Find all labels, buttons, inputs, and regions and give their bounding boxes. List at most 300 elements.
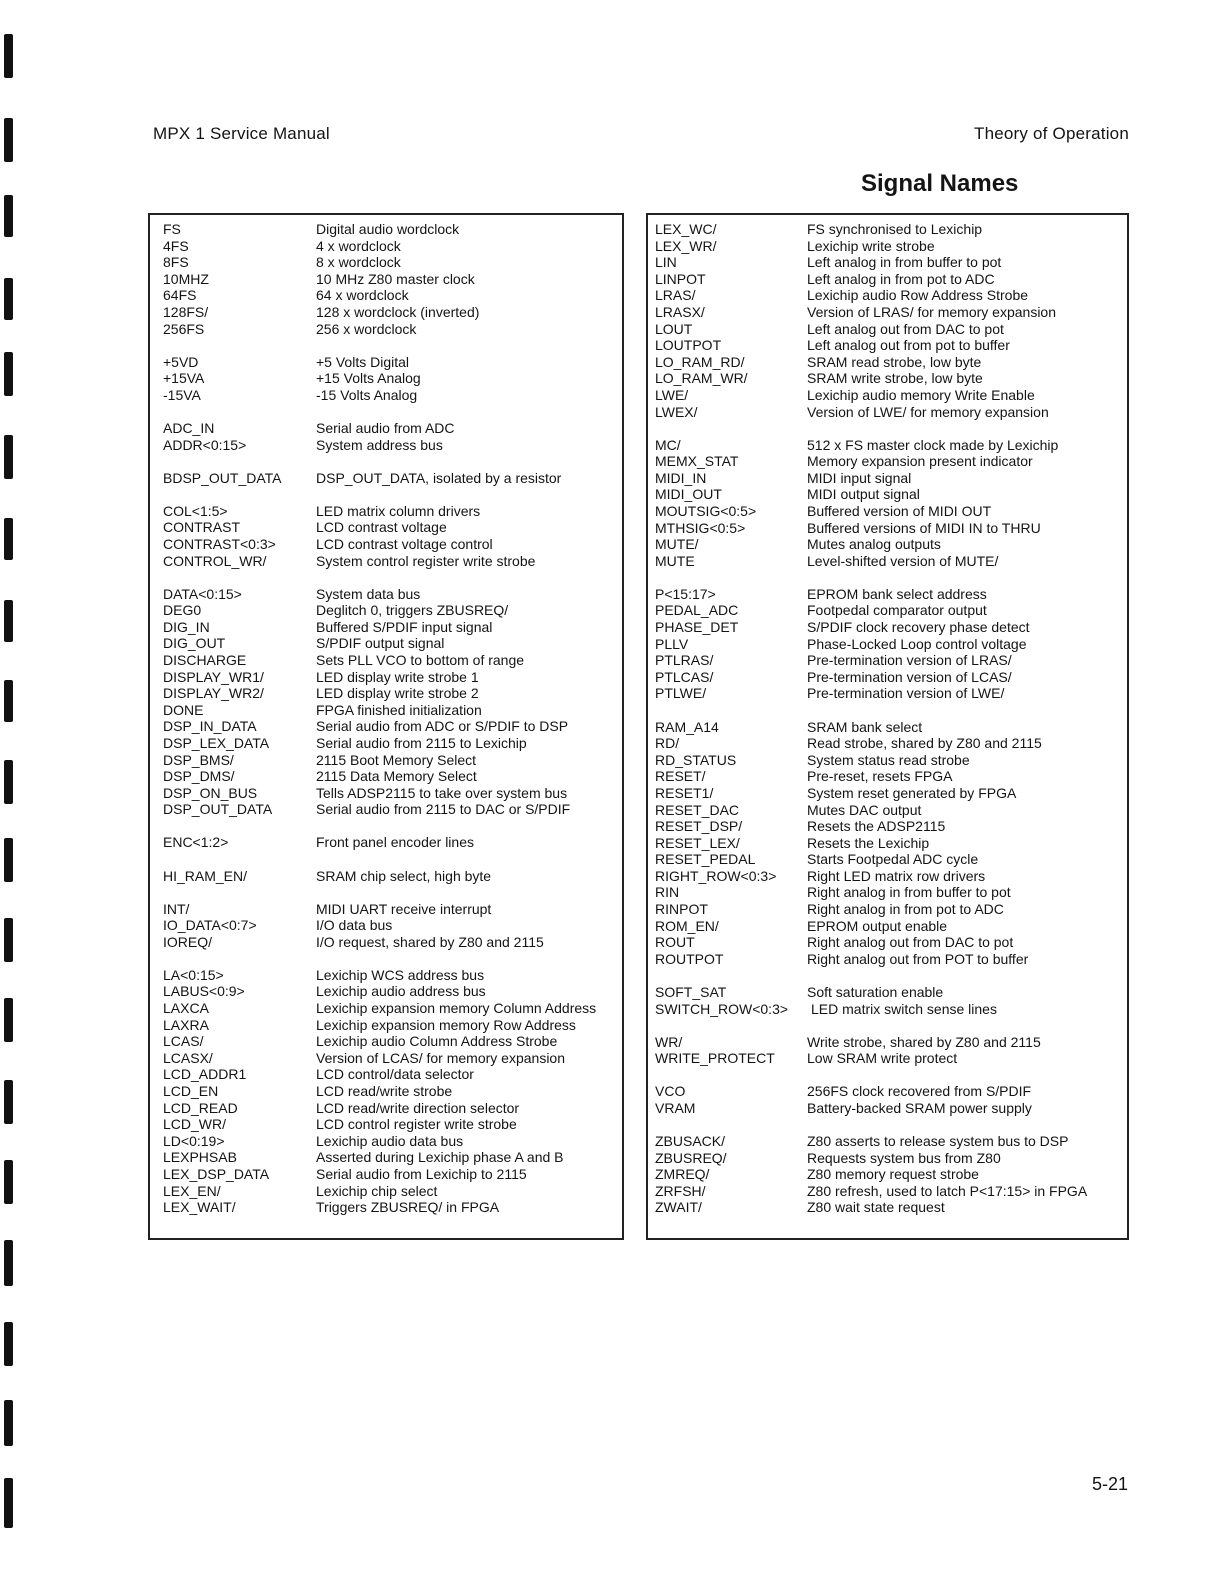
- signal-name: LINPOT: [655, 270, 706, 287]
- signal-row: [648, 802, 1127, 819]
- signal-row: [648, 652, 1127, 669]
- signal-row: [648, 321, 1127, 338]
- signal-row: [150, 1199, 622, 1216]
- signal-row: [150, 271, 622, 288]
- signal-name: LO_RAM_RD/: [655, 353, 745, 370]
- signal-name: HI_RAM_EN/: [163, 867, 248, 884]
- signal-row: [150, 1066, 622, 1083]
- signal-row: [150, 1116, 622, 1133]
- signal-description: S/PDIF clock recovery phase detect: [807, 619, 1030, 636]
- signal-description: Lexichip audio address bus: [316, 983, 486, 1000]
- signal-row: [150, 934, 622, 951]
- signal-row: [648, 271, 1127, 288]
- signal-row: [648, 370, 1127, 387]
- signal-group: [648, 221, 1127, 420]
- signal-description: Pre-reset, resets FPGA: [807, 768, 953, 785]
- signal-description: LCD contrast voltage control: [316, 535, 493, 552]
- signal-description: Left analog in from pot to ADC: [807, 270, 995, 287]
- signal-row: [648, 1050, 1127, 1067]
- signal-name: DEG0: [163, 602, 202, 619]
- signal-row: [150, 1183, 622, 1200]
- signal-name: LEX_EN/: [163, 1182, 221, 1199]
- signal-row: [648, 354, 1127, 371]
- signal-row: [150, 868, 622, 885]
- signal-description: Resets the ADSP2115: [807, 818, 946, 835]
- signal-description: Z80 refresh, used to latch P<17:15> in FPGA: [807, 1182, 1088, 1199]
- signal-row: [150, 1050, 622, 1067]
- signal-row: [648, 254, 1127, 271]
- signal-name: RD/: [655, 735, 680, 752]
- signal-row: [648, 586, 1127, 603]
- signal-description: SRAM chip select, high byte: [316, 867, 492, 884]
- signal-name: DIG_IN: [163, 618, 210, 635]
- signal-name: LWE/: [655, 386, 689, 403]
- signal-description: 128 x wordclock (inverted): [316, 303, 480, 320]
- signal-row: [648, 984, 1127, 1001]
- signal-row: [150, 752, 622, 769]
- signal-description: Starts Footpedal ADC cycle: [807, 851, 979, 868]
- signal-row: [150, 1133, 622, 1150]
- signal-description: +5 Volts Digital: [316, 353, 409, 370]
- signal-row: [150, 619, 622, 636]
- signal-name: LWEX/: [655, 403, 698, 420]
- signal-description: 256FS clock recovered from S/PDIF: [807, 1083, 1032, 1100]
- signal-description: DSP_OUT_DATA, isolated by a resistor: [316, 469, 562, 486]
- signal-description: SRAM write strobe, low byte: [807, 370, 983, 387]
- signal-name: RIGHT_ROW<0:3>: [655, 867, 777, 884]
- signal-row: [150, 735, 622, 752]
- signal-description: SRAM bank select: [807, 718, 923, 735]
- signal-name: RESET/: [655, 768, 706, 785]
- signal-name: VRAM: [655, 1099, 696, 1116]
- binder-mark: [4, 518, 13, 560]
- signal-row: [648, 602, 1127, 619]
- signal-name: P<15:17>: [655, 585, 716, 602]
- signal-group: [150, 503, 622, 569]
- signal-description: Z80 memory request strobe: [807, 1166, 979, 1183]
- signal-row: [150, 238, 622, 255]
- binder-mark: [4, 352, 13, 396]
- signal-name: PTLRAS/: [655, 652, 714, 669]
- signal-name: CONTROL_WR/: [163, 552, 267, 569]
- signal-name: ROUT: [655, 934, 695, 951]
- signal-row: [648, 238, 1127, 255]
- signal-description: Lexichip audio Column Address Strobe: [316, 1033, 558, 1050]
- signal-description: Pre-termination version of LRAS/: [807, 652, 1012, 669]
- signal-row: [648, 685, 1127, 702]
- signal-description: 8 x wordclock: [316, 254, 401, 271]
- signal-name: 10MHZ: [163, 270, 209, 287]
- signal-name: LCD_ADDR1: [163, 1066, 247, 1083]
- signal-name: LOUTPOT: [655, 337, 722, 354]
- signal-description: Lexichip audio data bus: [316, 1132, 464, 1149]
- signal-description: Pre-termination version of LWE/: [807, 685, 1005, 702]
- signal-row: [648, 934, 1127, 951]
- signal-description: Buffered version of MIDI OUT: [807, 503, 992, 519]
- signal-row: [648, 901, 1127, 918]
- signal-description: Serial audio from ADC: [316, 419, 455, 436]
- signal-name: CONTRAST: [163, 519, 240, 536]
- signal-description: I/O request, shared by Z80 and 2115: [316, 933, 544, 950]
- signal-description: 2115 Data Memory Select: [316, 768, 477, 785]
- signal-name: FS: [163, 221, 181, 237]
- signal-description: System address bus: [316, 436, 443, 453]
- signal-name: -15VA: [163, 386, 201, 403]
- signal-row: [648, 1133, 1127, 1150]
- signal-row: [648, 768, 1127, 785]
- signal-row: [648, 752, 1127, 769]
- signal-name: IOREQ/: [163, 933, 213, 950]
- signal-row: [150, 1017, 622, 1034]
- signal-description: LCD control register write strobe: [316, 1116, 517, 1133]
- signal-description: 2115 Boot Memory Select: [316, 751, 477, 768]
- signal-description: Buffered versions of MIDI IN to THRU: [807, 519, 1041, 536]
- signal-row: [150, 503, 622, 520]
- signal-name: PLLV: [655, 635, 689, 652]
- signal-name: ENC<1:2>: [163, 834, 229, 851]
- binder-mark: [4, 1240, 13, 1286]
- signal-name: LEX_WR/: [655, 237, 717, 254]
- binder-mark: [4, 998, 13, 1042]
- signal-description: MIDI UART receive interrupt: [316, 900, 492, 917]
- signal-row: [648, 503, 1127, 520]
- signal-row: [648, 553, 1127, 570]
- signal-description: Asserted during Lexichip phase A and B: [316, 1149, 564, 1166]
- signal-name: DISPLAY_WR1/: [163, 668, 264, 685]
- signal-row: [648, 735, 1127, 752]
- signal-description: 256 x wordclock: [316, 320, 417, 337]
- signal-row: [150, 1149, 622, 1166]
- signal-name: IO_DATA<0:7>: [163, 917, 257, 934]
- signal-description: Left analog in from buffer to pot: [807, 254, 1002, 271]
- signal-description: Lexichip audio memory Write Enable: [807, 386, 1035, 403]
- signal-row: [150, 287, 622, 304]
- signal-name: INT/: [163, 900, 190, 917]
- signal-description: System control register write strobe: [316, 552, 536, 569]
- signal-name: CONTRAST<0:3>: [163, 535, 276, 552]
- signal-description: Lexichip write strobe: [807, 237, 935, 254]
- signal-row: [648, 1083, 1127, 1100]
- signal-name: ROM_EN/: [655, 917, 719, 934]
- signal-description: Deglitch 0, triggers ZBUSREQ/: [316, 602, 509, 619]
- signal-name: COL<1:5>: [163, 502, 228, 519]
- signal-table-left: [148, 213, 624, 1240]
- signal-row: [648, 719, 1127, 736]
- signal-row: [648, 1199, 1127, 1216]
- signal-group: [150, 901, 622, 951]
- signal-name: MTHSIG<0:5>: [655, 519, 746, 536]
- signal-row: [150, 768, 622, 785]
- signal-name: MIDI_OUT: [655, 486, 722, 503]
- signal-description: LCD control/data selector: [316, 1066, 474, 1083]
- signal-name: DISCHARGE: [163, 651, 247, 668]
- signal-description: Lexichip expansion memory Column Address: [316, 1000, 597, 1017]
- signal-row: [648, 437, 1127, 454]
- signal-description: Mutes analog outputs: [807, 536, 941, 553]
- signal-description: Version of LRAS/ for memory expansion: [807, 303, 1057, 320]
- signal-group: [648, 1083, 1127, 1116]
- signal-row: [150, 967, 622, 984]
- signal-name: WRITE_PROTECT: [655, 1050, 775, 1067]
- signal-description: Version of LWE/ for memory expansion: [807, 403, 1049, 420]
- signal-name: RESET_DAC: [655, 801, 740, 818]
- signal-row: [150, 1000, 622, 1017]
- signal-name: PTLWE/: [655, 685, 707, 702]
- signal-name: LRASX/: [655, 303, 705, 320]
- signal-name: PTLCAS/: [655, 668, 714, 685]
- signal-row: [150, 370, 622, 387]
- signal-name: DSP_OUT_DATA: [163, 801, 273, 818]
- signal-description: LED display write strobe 1: [316, 668, 479, 685]
- signal-description: LCD contrast voltage: [316, 519, 447, 536]
- signal-group: [648, 984, 1127, 1017]
- signal-name: PHASE_DET: [655, 619, 739, 636]
- signal-description: Digital audio wordclock: [316, 221, 460, 237]
- signal-description: LCD read/write direction selector: [316, 1099, 520, 1116]
- signal-group: [648, 719, 1127, 968]
- signal-name: LAXRA: [163, 1016, 209, 1033]
- signal-description: Front panel encoder lines: [316, 834, 474, 851]
- signal-row: [150, 470, 622, 487]
- binder-mark: [4, 34, 13, 78]
- signal-row: [150, 685, 622, 702]
- signal-group: [648, 437, 1127, 570]
- signal-description: Lexichip chip select: [316, 1182, 438, 1199]
- signal-row: [648, 337, 1127, 354]
- signal-description: Requests system bus from Z80: [807, 1149, 1001, 1166]
- signal-row: [150, 519, 622, 536]
- signal-row: [150, 834, 622, 851]
- signal-description: Read strobe, shared by Z80 and 2115: [807, 735, 1042, 752]
- signal-description: Footpedal comparator output: [807, 602, 987, 619]
- signal-description: Pre-termination version of LCAS/: [807, 668, 1012, 685]
- signal-name: LABUS<0:9>: [163, 983, 245, 1000]
- signal-description: System data bus: [316, 585, 421, 602]
- signal-row: [648, 835, 1127, 852]
- signal-row: [150, 304, 622, 321]
- signal-name: LEX_WAIT/: [163, 1199, 236, 1216]
- signal-description: Mutes DAC output: [807, 801, 922, 818]
- binder-mark: [4, 760, 13, 804]
- signal-name: DSP_BMS/: [163, 751, 234, 768]
- signal-row: [648, 1166, 1127, 1183]
- signal-description: Lexichip WCS address bus: [316, 966, 485, 983]
- signal-row: [648, 951, 1127, 968]
- signal-row: [648, 486, 1127, 503]
- signal-row: [648, 1034, 1127, 1051]
- signal-name: BDSP_OUT_DATA: [163, 469, 282, 486]
- signal-name: 128FS/: [163, 303, 209, 320]
- signal-name: LOUT: [655, 320, 693, 337]
- signal-row: [648, 453, 1127, 470]
- signal-name: LCD_WR/: [163, 1116, 227, 1133]
- signal-description: I/O data bus: [316, 917, 393, 934]
- signal-description: Right analog out from DAC to pot: [807, 934, 1014, 951]
- signal-name: +15VA: [163, 370, 205, 387]
- signal-name: LCASX/: [163, 1049, 213, 1066]
- signal-description: System status read strobe: [807, 751, 970, 768]
- signal-name: SWITCH_ROW<0:3>: [655, 1000, 789, 1017]
- signal-row: [150, 1083, 622, 1100]
- signal-name: SOFT_SAT: [655, 983, 727, 1000]
- signal-name: MIDI_IN: [655, 469, 707, 486]
- signal-description: Right analog in from pot to ADC: [807, 901, 1004, 918]
- signal-name: LO_RAM_WR/: [655, 370, 748, 387]
- signal-row: [648, 669, 1127, 686]
- signal-row: [150, 602, 622, 619]
- signal-name: LCD_EN: [163, 1083, 219, 1100]
- signal-description: 4 x wordclock: [316, 237, 401, 254]
- signal-group: [648, 1133, 1127, 1216]
- signal-row: [150, 917, 622, 934]
- signal-name: ADDR<0:15>: [163, 436, 247, 453]
- signal-row: [648, 868, 1127, 885]
- signal-name: 8FS: [163, 254, 189, 271]
- signal-description: Battery-backed SRAM power supply: [807, 1099, 1032, 1116]
- signal-name: MUTE: [655, 552, 695, 569]
- binder-mark: [4, 1400, 13, 1446]
- signal-description: LCD read/write strobe: [316, 1083, 453, 1100]
- signal-name: MC/: [655, 436, 681, 453]
- binder-mark: [4, 918, 13, 962]
- signal-row: [648, 1183, 1127, 1200]
- signal-name: ZWAIT/: [655, 1199, 702, 1216]
- signal-description: 10 MHz Z80 master clock: [316, 270, 475, 287]
- signal-name: DSP_LEX_DATA: [163, 734, 270, 751]
- signal-group: [150, 868, 622, 885]
- signal-row: [150, 387, 622, 404]
- signal-row: [150, 702, 622, 719]
- binder-mark: [4, 278, 13, 320]
- signal-row: [150, 669, 622, 686]
- signal-row: [150, 420, 622, 437]
- signal-description: Soft saturation enable: [807, 983, 944, 1000]
- signal-description: Write strobe, shared by Z80 and 2115: [807, 1033, 1041, 1050]
- signal-row: [648, 619, 1127, 636]
- signal-name: ZRFSH/: [655, 1182, 706, 1199]
- signal-row: [648, 287, 1127, 304]
- signal-description: 64 x wordclock: [316, 287, 409, 304]
- signal-description: Version of LCAS/ for memory expansion: [316, 1049, 566, 1066]
- signal-name: DONE: [163, 701, 204, 718]
- signal-description: Z80 asserts to release system bus to DSP: [807, 1133, 1069, 1149]
- binder-mark: [4, 195, 13, 237]
- signal-name: LEXPHSAB: [163, 1149, 237, 1166]
- signal-description: LED matrix switch sense lines: [811, 1000, 997, 1017]
- signal-description: SRAM read strobe, low byte: [807, 353, 982, 370]
- signal-row: [150, 437, 622, 454]
- signal-description: Phase-Locked Loop control voltage: [807, 635, 1027, 652]
- signal-row: [648, 818, 1127, 835]
- signal-description: FS synchronised to Lexichip: [807, 221, 983, 237]
- running-header-right: Theory of Operation: [974, 124, 1129, 143]
- signal-row: [150, 321, 622, 338]
- signal-group: [150, 420, 622, 453]
- binder-mark: [4, 118, 13, 162]
- signal-row: [648, 918, 1127, 935]
- signal-name: RESET1/: [655, 784, 714, 801]
- signal-name: LCD_READ: [163, 1099, 238, 1116]
- signal-name: RESET_LEX/: [655, 834, 740, 851]
- signal-name: LIN: [655, 254, 677, 271]
- signal-name: 4FS: [163, 237, 189, 254]
- signal-description: Right analog out from POT to buffer: [807, 950, 1029, 967]
- signal-description: Serial audio from ADC or S/PDIF to DSP: [316, 718, 569, 735]
- signal-description: Serial audio from Lexichip to 2115: [316, 1166, 527, 1182]
- signal-description: EPROM output enable: [807, 917, 948, 934]
- signal-row: [150, 785, 622, 802]
- signal-name: DSP_IN_DATA: [163, 718, 257, 735]
- signal-name: ZBUSREQ/: [655, 1149, 727, 1166]
- signal-row: [648, 304, 1127, 321]
- running-header-left: MPX 1 Service Manual: [153, 124, 330, 143]
- page-title: Signal Names: [861, 170, 1019, 197]
- signal-description: MIDI input signal: [807, 469, 912, 486]
- signal-row: [150, 1166, 622, 1183]
- signal-name: LAXCA: [163, 1000, 209, 1017]
- signal-description: Low SRAM write protect: [807, 1050, 958, 1067]
- signal-row: [150, 635, 622, 652]
- signal-description: Memory expansion present indicator: [807, 453, 1033, 470]
- binder-mark: [4, 1322, 13, 1366]
- signal-description: EPROM bank select address: [807, 585, 987, 602]
- signal-row: [150, 354, 622, 371]
- signal-name: RAM_A14: [655, 718, 719, 735]
- signal-row: [648, 404, 1127, 421]
- signal-name: VCO: [655, 1083, 686, 1100]
- signal-group: [648, 586, 1127, 702]
- binder-mark: [4, 600, 13, 642]
- signal-name: WR/: [655, 1033, 683, 1050]
- signal-description: LED matrix column drivers: [316, 502, 481, 519]
- signal-name: ADC_IN: [163, 419, 215, 436]
- signal-name: DSP_ON_BUS: [163, 784, 258, 801]
- signal-description: MIDI output signal: [807, 486, 920, 503]
- signal-name: RESET_PEDAL: [655, 851, 756, 868]
- signal-description: System reset generated by FPGA: [807, 784, 1017, 801]
- signal-group: [150, 470, 622, 487]
- signal-table-right: [646, 213, 1129, 1240]
- signal-name: RIN: [655, 884, 680, 901]
- signal-row: [150, 254, 622, 271]
- signal-row: [648, 536, 1127, 553]
- signal-name: ZBUSACK/: [655, 1133, 726, 1149]
- signal-description: Triggers ZBUSREQ/ in FPGA: [316, 1199, 500, 1216]
- signal-row: [150, 983, 622, 1000]
- signal-row: [150, 718, 622, 735]
- signal-description: Resets the Lexichip: [807, 834, 930, 851]
- signal-description: Serial audio from 2115 to Lexichip: [316, 734, 527, 751]
- signal-description: FPGA finished initialization: [316, 701, 482, 718]
- signal-name: DATA<0:15>: [163, 585, 242, 602]
- signal-name: +5VD: [163, 353, 199, 370]
- signal-row: [150, 1033, 622, 1050]
- signal-name: LCAS/: [163, 1033, 204, 1050]
- signal-row: [648, 470, 1127, 487]
- signal-name: RINPOT: [655, 901, 708, 918]
- signal-group: [150, 586, 622, 818]
- signal-group: [150, 967, 622, 1216]
- signal-row: [648, 636, 1127, 653]
- signal-description: Left analog out from pot to buffer: [807, 337, 1010, 354]
- signal-name: LRAS/: [655, 287, 696, 304]
- binder-mark: [4, 1478, 13, 1528]
- signal-description: Sets PLL VCO to bottom of range: [316, 651, 525, 668]
- signal-row: [648, 520, 1127, 537]
- signal-row: [648, 221, 1127, 238]
- signal-name: LD<0:19>: [163, 1132, 225, 1149]
- signal-description: Right analog in from buffer to pot: [807, 884, 1011, 901]
